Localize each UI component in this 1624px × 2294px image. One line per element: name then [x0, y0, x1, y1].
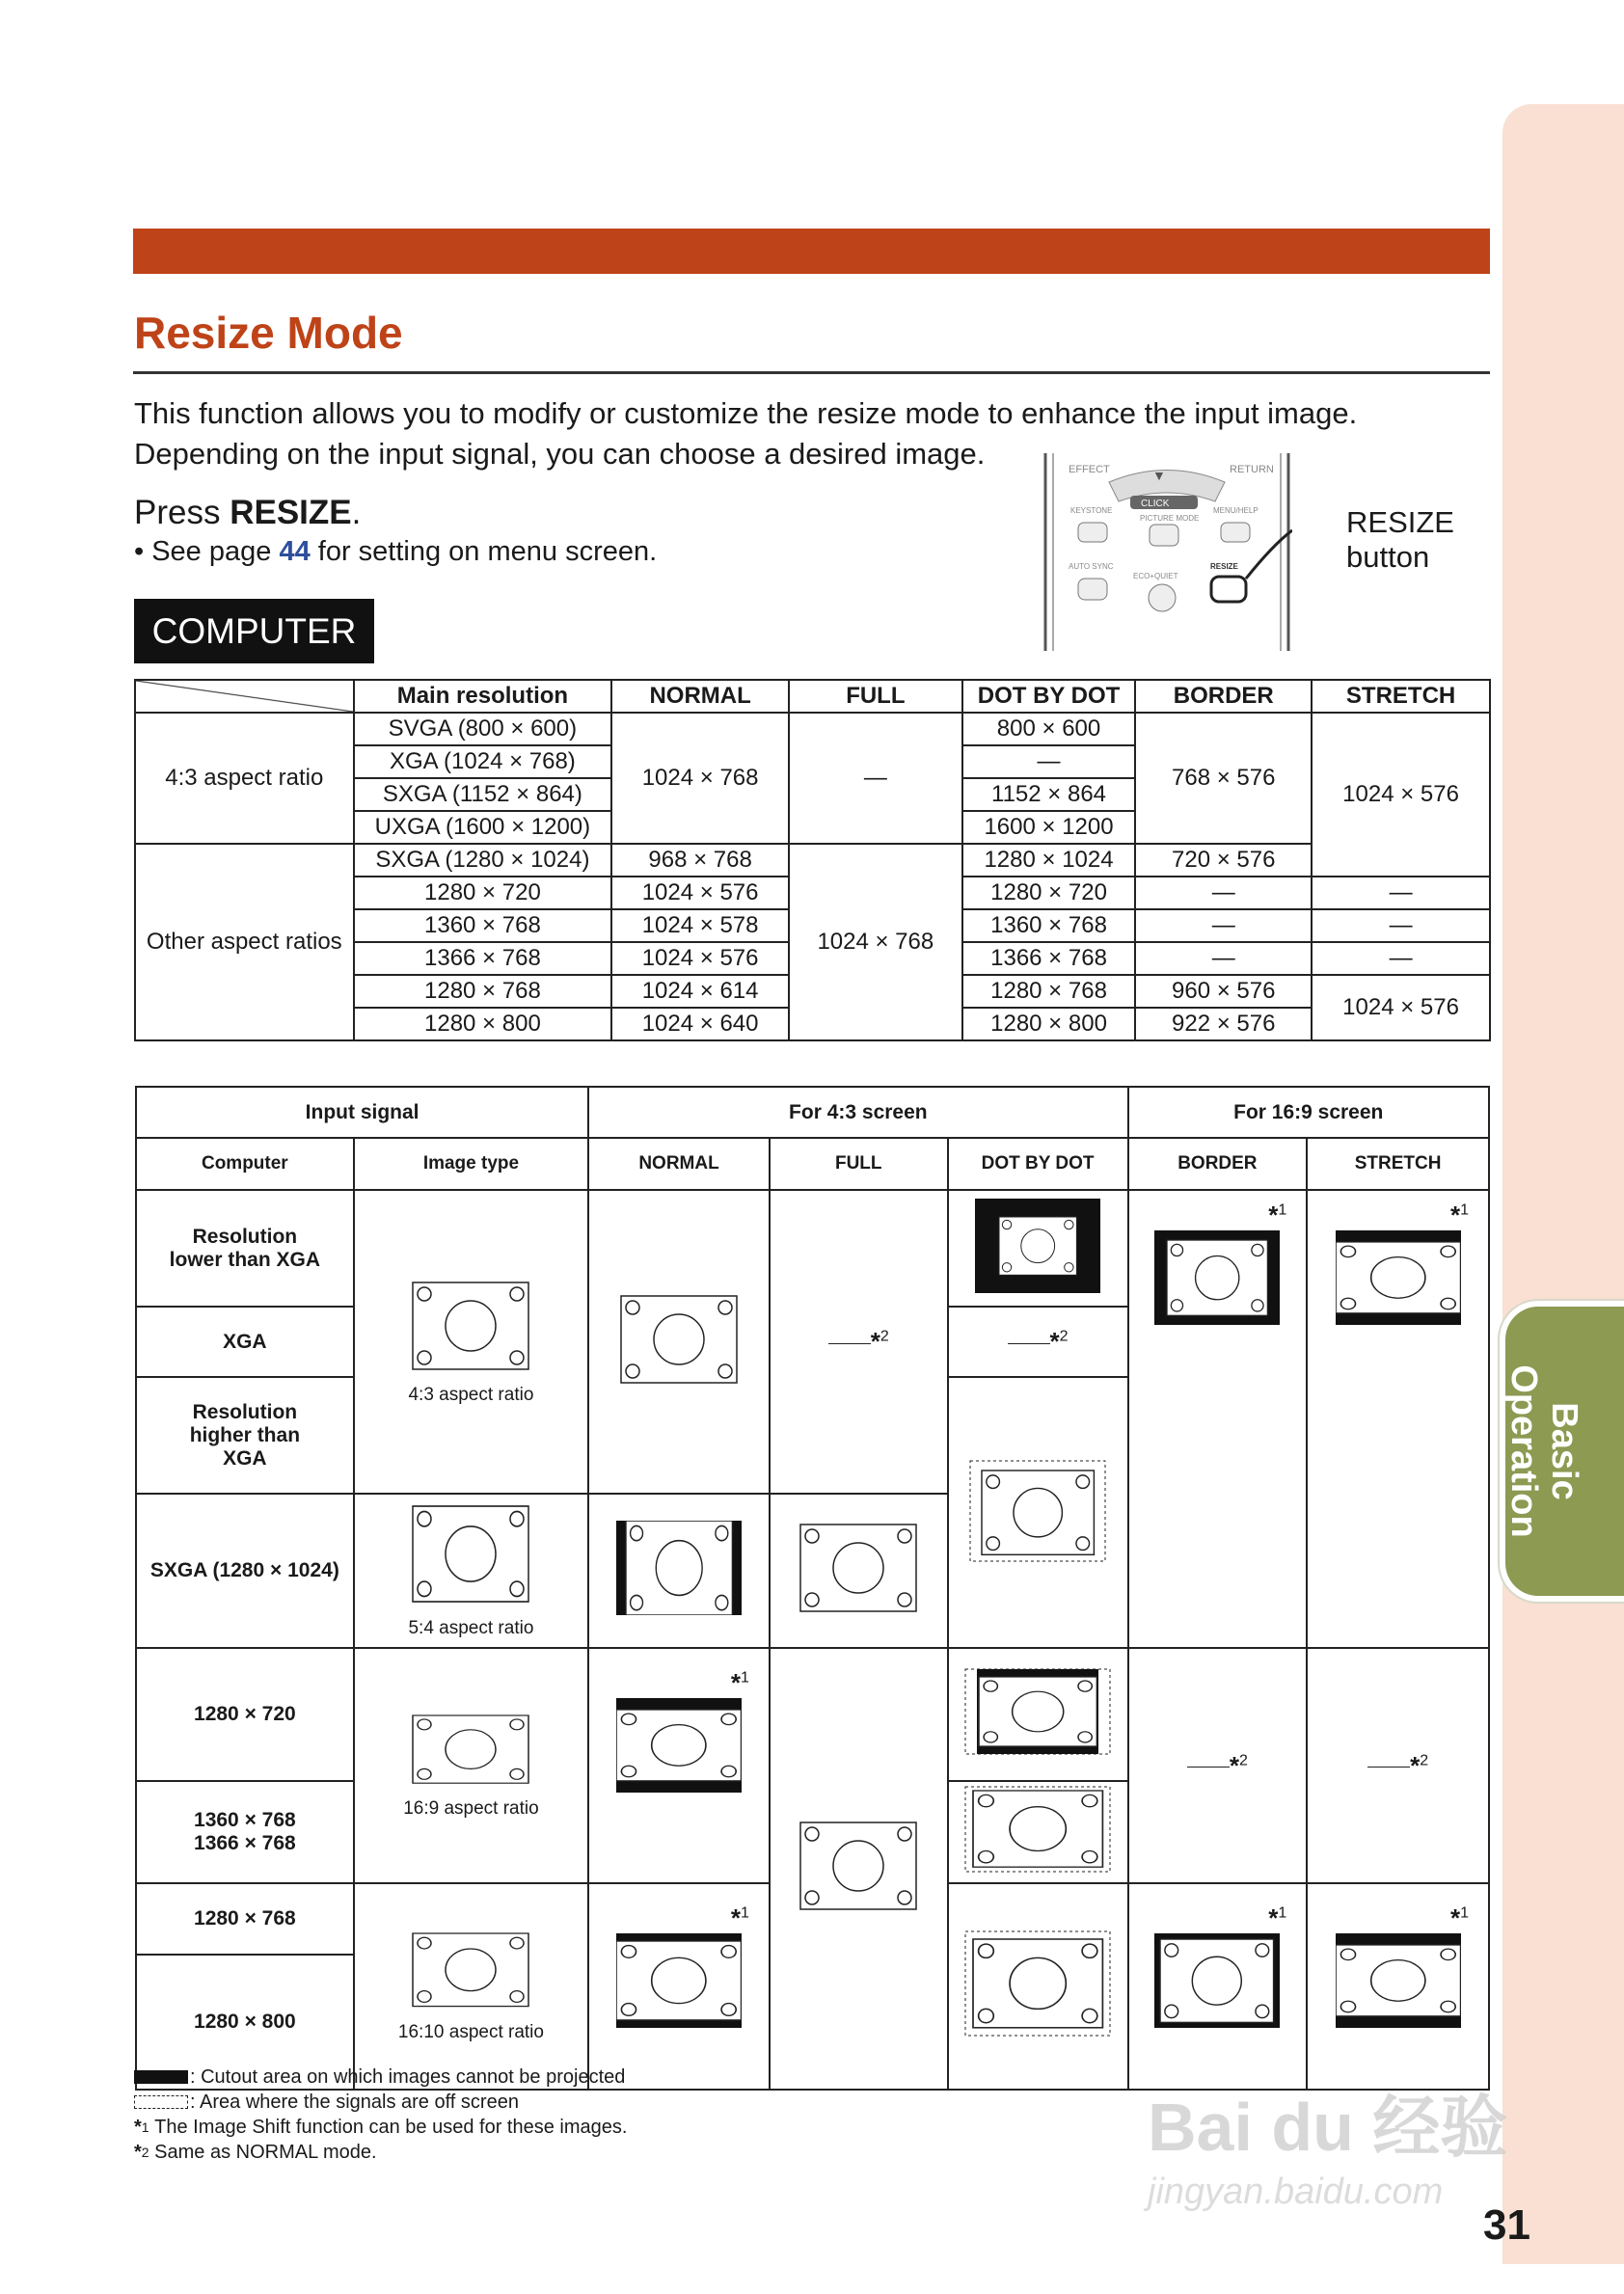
normal-54-icon: [616, 1521, 742, 1615]
normal-1610-cell: *$^1$: [588, 1883, 770, 2090]
watermark-logo: Bai du 经验: [1148, 2090, 1508, 2165]
svg-text:ECO+QUIET: ECO+QUIET: [1133, 572, 1178, 580]
page-title: Resize Mode: [134, 308, 403, 358]
normal-54-cell: [588, 1494, 770, 1648]
legend-cutout: : Cutout area on which images cannot be projected: [134, 2065, 627, 2090]
dot-1610-cell: [948, 1883, 1128, 2090]
svg-text:MENU/HELP: MENU/HELP: [1213, 506, 1259, 515]
row-label-720: 1280 × 720: [136, 1648, 354, 1781]
table-header-row: [135, 680, 1490, 713]
table-row: UXGA (1600 × 1200) 1600 × 1200: [135, 811, 1490, 844]
svg-text:AUTO SYNC: AUTO SYNC: [1069, 562, 1114, 571]
remote-click-label: CLICK: [1141, 499, 1170, 509]
header-bar: [133, 229, 1490, 274]
title-rule: [133, 371, 1490, 374]
intro-paragraph: This function allows you to modify or customize the resize mode to enhance the input image. Depending on the input signal, you can choose a desired image.: [134, 396, 1358, 471]
border-43-icon: [1154, 1230, 1280, 1325]
image-type-54: 5:4 aspect ratio: [354, 1494, 588, 1648]
legend: [134, 2065, 627, 2165]
group-43: 4:3 aspect ratio: [135, 713, 354, 844]
section-tab-label: Basic Operation: [1503, 1364, 1584, 1538]
header-43-screen: For 4:3 screen: [588, 1087, 1127, 1138]
offscreen-swatch: [134, 2095, 188, 2109]
remote-return-label: RETURN: [1230, 464, 1274, 475]
dot-lower-icon: [975, 1199, 1100, 1293]
legend-note-1: * 1 The Image Shift function can be used for these images.: [134, 2117, 628, 2138]
image-type-169: 16:9 aspect ratio: [354, 1648, 588, 1883]
resolution-table: [134, 679, 1491, 1041]
svg-text:RESIZE: RESIZE: [1210, 562, 1238, 571]
page-number: 31: [1483, 2201, 1530, 2249]
svg-text:▼: ▼: [1152, 468, 1166, 483]
see-page-note: • See page 44 for setting on menu screen.: [134, 536, 658, 567]
cutout-swatch: [134, 2070, 188, 2084]
image-1610-icon: [408, 1930, 533, 2011]
press-instruction: Press RESIZE.: [134, 494, 362, 531]
header-diagonal-cell: [135, 680, 354, 713]
group-other: Other aspect ratios: [135, 844, 354, 1040]
border-169-cell: *$^2$: [1128, 1648, 1308, 1883]
header-full: FULL: [789, 680, 962, 713]
table-row: 1280 × 800 1024 × 640 1280 × 800 922 × 576: [135, 1008, 1490, 1040]
image-169-icon: [408, 1712, 533, 1787]
dot-higher-cell: [948, 1377, 1128, 1648]
table-row: 1280 × 720 1024 × 576 1280 × 720 — —: [135, 877, 1490, 909]
full-43-cell: [770, 1190, 948, 1494]
full-169-icon: [796, 1819, 921, 1913]
full-54-cell: [770, 1494, 948, 1648]
normal-43-icon: [616, 1292, 742, 1387]
header-main-resolution: Main resolution: [354, 680, 612, 713]
stretch-1610-cell: *$^1$: [1307, 1883, 1489, 2090]
watermark-url: jingyan.baidu.com: [1148, 2172, 1444, 2212]
header-input-signal: Input signal: [136, 1087, 588, 1138]
header-stretch: STRETCH: [1312, 680, 1490, 713]
dot-1366-cell: [948, 1781, 1128, 1883]
dot-lower-cell: [948, 1190, 1128, 1307]
image-type-43: 4:3 aspect ratio: [354, 1190, 588, 1494]
border-1610-cell: *$^1$: [1128, 1883, 1308, 2090]
dot-higher-icon: [965, 1456, 1110, 1564]
table-row: 1360 × 768 1024 × 578 1360 × 768 — —: [135, 909, 1490, 942]
table-row: XGA (1024 × 768) —: [135, 745, 1490, 778]
image-type-table: Input signal For 4:3 screen For 16:9 screen Computer Image type NORMAL FULL DOT BY DOT BORDER STRETCH Resolution lower than XGA 4:3 aspect ratio *$^2$ *$^1$ *$^1$ XGA *$^2$ Resolution higher than XGA SXGA (1280 × 1024) 5:4 aspect ratio 1280 × 720 16:9 aspect ratio *$^1$ *$^2$ *$^2$ 1360 × 768 1366 × 768 1280 × 768 16:10 aspect ratio *$^1$ *$^1$ *$^1$ 1280 × 800: [135, 1086, 1490, 2091]
normal-169-cell: *$^1$: [588, 1648, 770, 1883]
table-row: 4:3 aspect ratio SVGA (800 × 600) 1024 × 768 — 800 × 600 768 × 576 1024 × 576: [135, 713, 1490, 745]
dot-1366-icon: [961, 1782, 1115, 1876]
svg-text:KEYSTONE: KEYSTONE: [1070, 506, 1113, 515]
stretch-43-icon: [1336, 1230, 1461, 1325]
header-169-screen: For 16:9 screen: [1128, 1087, 1490, 1138]
svg-text:PICTURE MODE: PICTURE MODE: [1140, 514, 1200, 523]
row-label-sxga: SXGA (1280 × 1024): [136, 1494, 354, 1648]
legend-offscreen: : Area where the signals are off screen: [134, 2090, 627, 2115]
normal-1610-icon: [616, 1933, 742, 2028]
page-link[interactable]: 44: [279, 536, 311, 567]
table-row: 1280 × 768 1024 × 614 1280 × 768 960 × 576 1024 × 576: [135, 975, 1490, 1008]
dot-720-cell: [948, 1648, 1128, 1781]
dot-xga-cell: *$^2$: [948, 1307, 1128, 1377]
image-54-icon: [408, 1502, 533, 1606]
full-169-cell: [770, 1648, 948, 2090]
remote-effect-label: EFFECT: [1069, 464, 1110, 475]
row-label-1360-1366: 1360 × 768 1366 × 768: [136, 1781, 354, 1883]
normal-43-cell: [588, 1190, 770, 1494]
table-row: Other aspect ratios SXGA (1280 × 1024) 968 × 768 1024 × 768 1280 × 1024 720 × 576: [135, 844, 1490, 877]
row-label-768: 1280 × 768: [136, 1883, 354, 1955]
side-tab-background: [1502, 104, 1624, 2264]
section-tab[interactable]: [1500, 1301, 1624, 1602]
image-43-icon: [408, 1279, 533, 1373]
remote-resize-button[interactable]: [1211, 577, 1246, 602]
remote-control-illustration: [1042, 453, 1292, 651]
row-label-higher-xga: Resolution higher than XGA: [136, 1377, 354, 1494]
legend-note-2: * 2 Same as NORMAL mode.: [134, 2142, 377, 2163]
row-label-xga: XGA: [136, 1307, 354, 1377]
stretch-1610-icon: [1336, 1933, 1461, 2028]
table-row: 1366 × 768 1024 × 576 1366 × 768 — —: [135, 942, 1490, 975]
same-as-normal-note: *$^2$: [828, 1327, 889, 1356]
header-border: BORDER: [1135, 680, 1312, 713]
image-type-1610: 16:10 aspect ratio: [354, 1883, 588, 2090]
header-dot-by-dot: DOT BY DOT: [962, 680, 1136, 713]
computer-badge: COMPUTER: [134, 599, 374, 663]
resize-callout: RESIZE button: [1346, 505, 1454, 574]
full-54-icon: [796, 1521, 921, 1615]
row-label-lower-xga: Resolution lower than XGA: [136, 1190, 354, 1307]
dot-1610-icon: [961, 1927, 1115, 2040]
stretch-169-cell: *$^2$: [1307, 1648, 1489, 1883]
row-label-800: 1280 × 800: [136, 1955, 354, 2090]
table-row: SXGA (1152 × 864) 1152 × 864: [135, 778, 1490, 811]
normal-169-icon: [616, 1698, 742, 1793]
border-1610-icon: [1154, 1933, 1280, 2028]
dot-720-icon: [961, 1664, 1115, 1759]
stretch-cell-1: *$^1$: [1307, 1190, 1489, 1648]
border-cell-1: *$^1$: [1128, 1190, 1308, 1648]
header-normal: NORMAL: [611, 680, 789, 713]
